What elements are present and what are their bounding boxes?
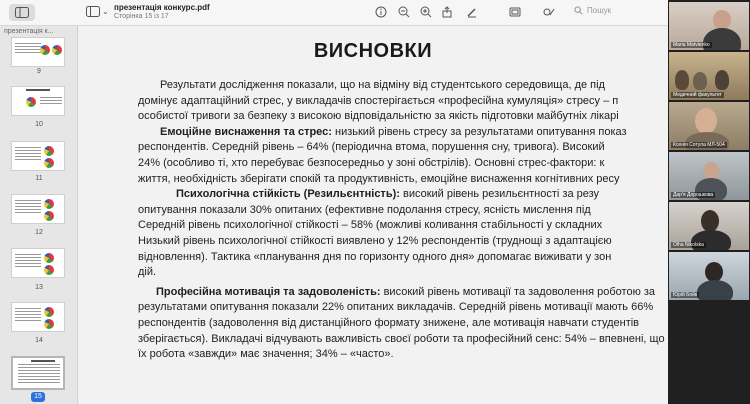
thumbnail-sidebar [0, 26, 78, 404]
page-thumbnail-9[interactable] [11, 37, 65, 67]
zoom-in-button[interactable] [420, 6, 432, 18]
window-button[interactable] [509, 6, 521, 18]
participant-tile[interactable] [669, 102, 749, 150]
page-number-10: 10 [35, 121, 43, 128]
section-stress-line: респондентів. Середній рівень – 64% (періодична втома, порушення сну, тривога). Високий [138, 141, 605, 154]
participant-tile[interactable] [669, 52, 749, 100]
page-thumbnail-12[interactable] [11, 194, 65, 224]
section-stress-heading: Емоційне виснаження та стрес: [160, 125, 332, 138]
page-number-13: 13 [35, 284, 43, 291]
page-thumbnail-13[interactable] [11, 248, 65, 278]
search-placeholder: Пошук [587, 6, 612, 15]
section-stress-line: 24% (особливо ті, хто перебуває безпосередньо у зоні обстрілів). Основні стрес-фактори: к [138, 156, 605, 169]
section-motivation-line: респондентів (задоволення від дистанційного формату знижене, але мотивація навчати студентів [138, 316, 640, 329]
window-icon [509, 6, 521, 18]
section-resilience-line: Низький рівень психологічної стійкості виявлено у 12% респондентів (труднощі з адаптацією [138, 234, 612, 247]
chevron-down-icon: ⌄ [102, 7, 109, 16]
participant-tile[interactable] [669, 152, 749, 200]
sidebar-document-label: презентація к... [4, 28, 54, 35]
participant-name: Olha Nikolska [673, 242, 704, 248]
paragraph-intro-line: Результати дослідження показали, що на відміну від студентського середовища, де під [160, 79, 605, 91]
zoom-in-icon [420, 6, 432, 18]
participant-tile[interactable] [669, 202, 749, 250]
section-motivation-line: зберігається). Викладачі відчувають важливість своєї роботи та професійний сенс: 54% – впевнені, що [138, 332, 665, 345]
participant-name: Maria Matvienko [673, 42, 710, 48]
page-number-11: 11 [35, 175, 43, 182]
share-button[interactable] [441, 6, 453, 18]
slide-title: ВИСНОВКИ [313, 40, 433, 62]
page-thumbnail-11[interactable] [11, 141, 65, 171]
slide-body [138, 78, 668, 363]
section-resilience-line: Середній рівень психологічної стійкості – 58% (можливі коливання стабільності у складних [138, 219, 603, 232]
sidebar-toggle-button[interactable] [9, 4, 35, 21]
page-indicator: Сторінка 15 із 17 [114, 13, 169, 20]
participant-tile[interactable] [669, 252, 749, 300]
toolbar [0, 0, 668, 26]
participant-name: Ксенія Сотула МЛ-504 [673, 142, 725, 148]
view-button[interactable] [86, 6, 109, 17]
document-view[interactable] [78, 26, 668, 404]
view-icon [86, 6, 100, 17]
info-icon [375, 6, 387, 18]
page-number-12: 12 [35, 229, 43, 236]
section-motivation-line: Професійна мотивація та задоволеність: високий рівень мотивації та задоволення роботою за [156, 285, 656, 298]
page-number-15: 15 [31, 392, 45, 402]
zoom-out-icon [398, 6, 410, 18]
annotate-icon [543, 6, 555, 18]
section-motivation-heading: Професійна мотивація та задоволеність: [156, 285, 381, 298]
page-number-9: 9 [37, 68, 41, 75]
annotate-button[interactable] [543, 6, 555, 18]
section-resilience-line: дій. [138, 266, 157, 279]
participant-name: Юрій Бойк [673, 292, 698, 298]
sidebar-toggle-icon [15, 7, 29, 18]
page-number-14: 14 [35, 337, 43, 344]
section-resilience-line: опитування показали 30% опитаних (ефективне подолання стресу, ясність мислення під [138, 203, 591, 216]
page-thumbnail-10[interactable] [11, 86, 65, 116]
participant-name: Медичний факультет [673, 92, 722, 98]
search-field[interactable] [574, 6, 611, 15]
page-thumbnail-15[interactable] [11, 356, 65, 390]
section-stress-line: Емоційне виснаження та стрес: низький рівень стресу за результатами опитування показ [160, 125, 627, 138]
page-thumbnail-14[interactable] [11, 302, 65, 332]
participant-name: Дар'я Дорошкова [673, 192, 714, 198]
section-motivation-line: їх робота «завжди» має значення; 34% – «часто». [138, 348, 394, 361]
slide-page [78, 26, 668, 404]
paragraph-intro-line: особистої тривоги за безпеку з високою відповідальністю за якість підготовки майбутніх лікарі [138, 110, 619, 123]
markup-pen-icon [466, 6, 478, 18]
markup-button[interactable] [466, 6, 478, 18]
paragraph-intro-line: домінує адаптаційний стрес, у викладачів спостерігається «професійна кумуляція» стресу – п [138, 94, 619, 107]
section-motivation-line: результатами опитування показали 22% опитаних викладачів. Середній рівень мотивації мають 66% [138, 301, 654, 314]
participant-tile[interactable] [669, 2, 749, 50]
zoom-out-button[interactable] [398, 6, 410, 18]
document-title: презентація конкурс.pdf [114, 3, 210, 12]
section-resilience-line: відновлення). Тактика «планування дня по горизонту одного дня» допомагає виживати у зон [138, 250, 612, 263]
share-icon [441, 6, 453, 18]
info-button[interactable] [375, 6, 387, 18]
section-stress-line: життя, необхідність зберігати спокій та продуктивність, емоційне виснаження когнітивних ресу [138, 172, 620, 185]
video-participants-panel [668, 0, 750, 404]
section-resilience-heading: Психологічна стійкість (Резильєнтність): [176, 188, 400, 201]
search-icon [574, 6, 583, 15]
section-resilience-line: Психологічна стійкість (Резильєнтність): високий рівень резильєнтності за резу [176, 188, 600, 201]
